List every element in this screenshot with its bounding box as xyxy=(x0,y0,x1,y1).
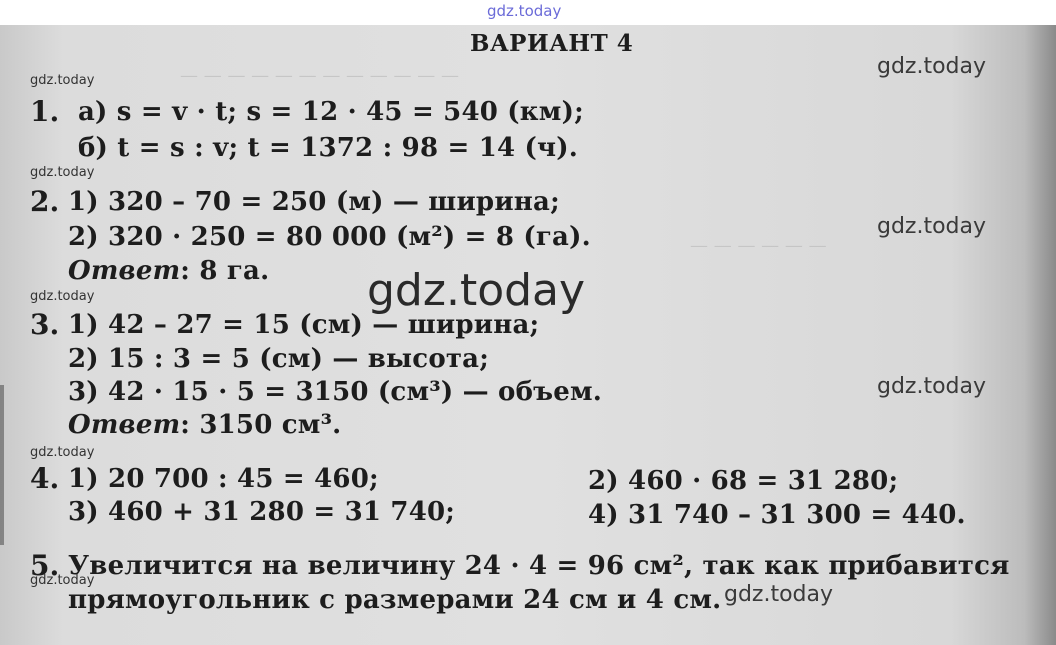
watermark-mid: gdz.today xyxy=(724,582,834,607)
watermark-small: gdz.today xyxy=(30,165,95,180)
watermark-top: gdz.today xyxy=(487,2,562,20)
task-2-answer xyxy=(68,256,269,286)
task-2-step-2: 2) 320 · 250 = 80 000 (м²) = 8 (га). xyxy=(68,222,591,252)
show-through-text: — — — — — — — — — — — — xyxy=(180,65,459,86)
answer-label: Ответ xyxy=(68,256,181,286)
task-3-step-2: 2) 15 : 3 = 5 (см) — высота; xyxy=(68,344,490,374)
watermark-small: gdz.today xyxy=(30,73,95,88)
answer-label: Ответ xyxy=(68,410,181,440)
task-1-line-a: а) s = v · t; s = 12 · 45 = 540 (км); xyxy=(78,97,584,127)
show-through-text: — — — — — — xyxy=(690,235,827,256)
watermark-mid: gdz.today xyxy=(877,54,987,79)
task-3-answer xyxy=(68,410,341,440)
task-number-4: 4. xyxy=(30,462,60,495)
task-5-line-2: прямоугольник с размерами 24 см и 4 см. xyxy=(68,585,722,615)
watermark-small: gdz.today xyxy=(30,445,95,460)
task-4-step-2: 2) 460 · 68 = 31 280; xyxy=(588,466,899,496)
task-4-step-4: 4) 31 740 – 31 300 = 440. xyxy=(588,500,966,530)
task-1-line-b: б) t = s : v; t = 1372 : 98 = 14 (ч). xyxy=(78,133,579,163)
task-number-1: 1. xyxy=(30,95,60,128)
watermark-mid: gdz.today xyxy=(877,374,987,399)
answer-value: : 3150 см³. xyxy=(180,410,342,440)
task-number-5: 5. xyxy=(30,549,60,582)
task-4-step-3: 3) 460 + 31 280 = 31 740; xyxy=(68,497,456,527)
watermark-mid: gdz.today xyxy=(877,214,987,239)
watermark-small: gdz.today xyxy=(30,289,95,304)
task-number-2: 2. xyxy=(30,185,60,218)
task-4-step-1: 1) 20 700 : 45 = 460; xyxy=(68,464,379,494)
task-3-step-3: 3) 42 · 15 · 5 = 3150 (см³) — объем. xyxy=(68,377,603,407)
task-number-3: 3. xyxy=(30,308,60,341)
page-edge-shadow xyxy=(0,385,4,545)
watermark-big: gdz.today xyxy=(367,265,586,316)
page-heading: ВАРИАНТ 4 xyxy=(470,30,634,57)
task-3-step-1: 1) 42 – 27 = 15 (см) — ширина; xyxy=(68,310,540,340)
answer-value: : 8 га. xyxy=(180,256,270,286)
task-2-step-1: 1) 320 – 70 = 250 (м) — ширина; xyxy=(68,187,560,217)
task-5-line-1: Увеличится на величину 24 · 4 = 96 см², так как прибавится xyxy=(68,551,1010,581)
watermark-small: gdz.today xyxy=(30,573,95,588)
